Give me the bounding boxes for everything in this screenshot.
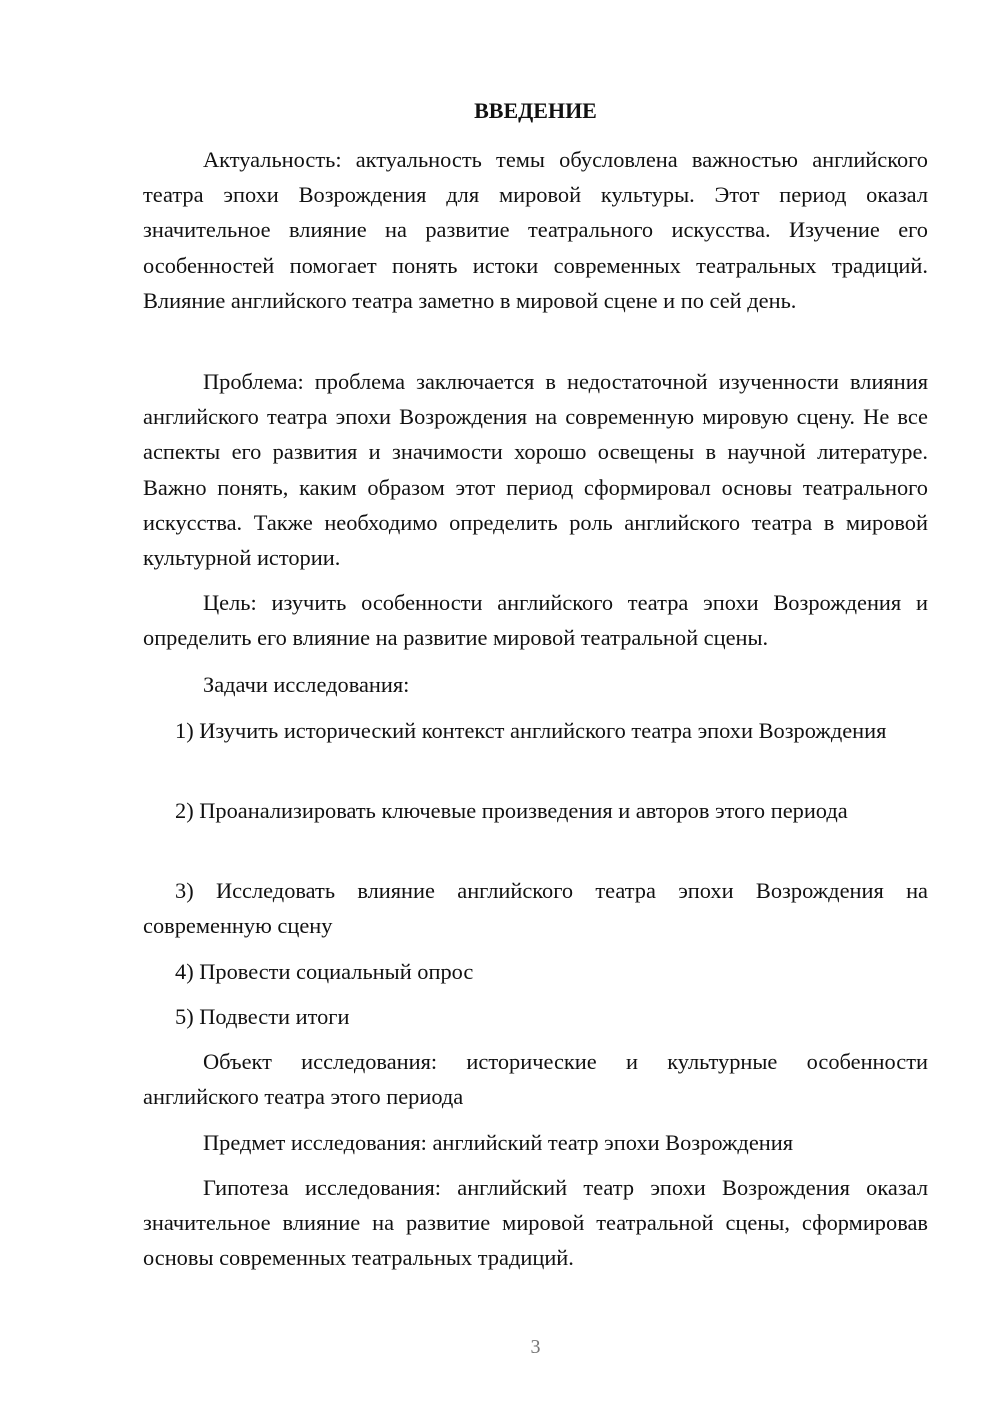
subject-paragraph: Предмет исследования: английский театр эпохи Возрождения xyxy=(203,1130,794,1155)
tasks-heading: Задачи исследования: xyxy=(203,672,410,697)
page-title: ВВЕДЕНИЕ xyxy=(474,98,597,123)
task-item-2: 2) Проанализировать ключевые произведения и авторов этого периода xyxy=(175,798,848,823)
task-item-3: 3) Исследовать влияние английского театра эпохи Возрождения на современную сцену xyxy=(143,878,928,939)
task-item-5: 5) Подвести итоги xyxy=(175,1004,350,1029)
hypothesis-paragraph: Гипотеза исследования: английский театр эпохи Возрождения оказал значительное влияние на развитие мировой театральной сцены, сформировав основы современных театральных традиций. xyxy=(143,1175,928,1271)
task-item-4: 4) Провести социальный опрос xyxy=(175,959,474,984)
problem-paragraph: Проблема: проблема заключается в недостаточной изученности влияния английского театра эпохи Возрождения на современную мировую сцену. Не все аспекты его развития и значимости хорошо освещены в научной литературе. Важно понять, каким образом этот период сформировал основы театрального искусства. Также необходимо определить роль английского театра в мировой культурной истории. xyxy=(143,369,928,571)
document-page xyxy=(143,0,928,1414)
object-paragraph: Объект исследования: исторические и культурные особенности английского театра этого периода xyxy=(143,1049,928,1110)
task-item-1: 1) Изучить исторический контекст английского театра эпохи Возрождения xyxy=(175,718,887,743)
page-number: 3 xyxy=(530,1336,541,1358)
relevance-paragraph: Актуальность: актуальность темы обусловлена важностью английского театра эпохи Возрождения для мировой культуры. Этот период оказал значительное влияние на развитие театрального искусства. Изучение его особенностей помогает понять истоки современных театральных традиций. Влияние английского театра заметно в мировой сцене и по сей день. xyxy=(143,147,928,313)
goal-paragraph: Цель: изучить особенности английского театра эпохи Возрождения и определить его влияние на развитие мировой театральной сцены. xyxy=(143,590,928,651)
